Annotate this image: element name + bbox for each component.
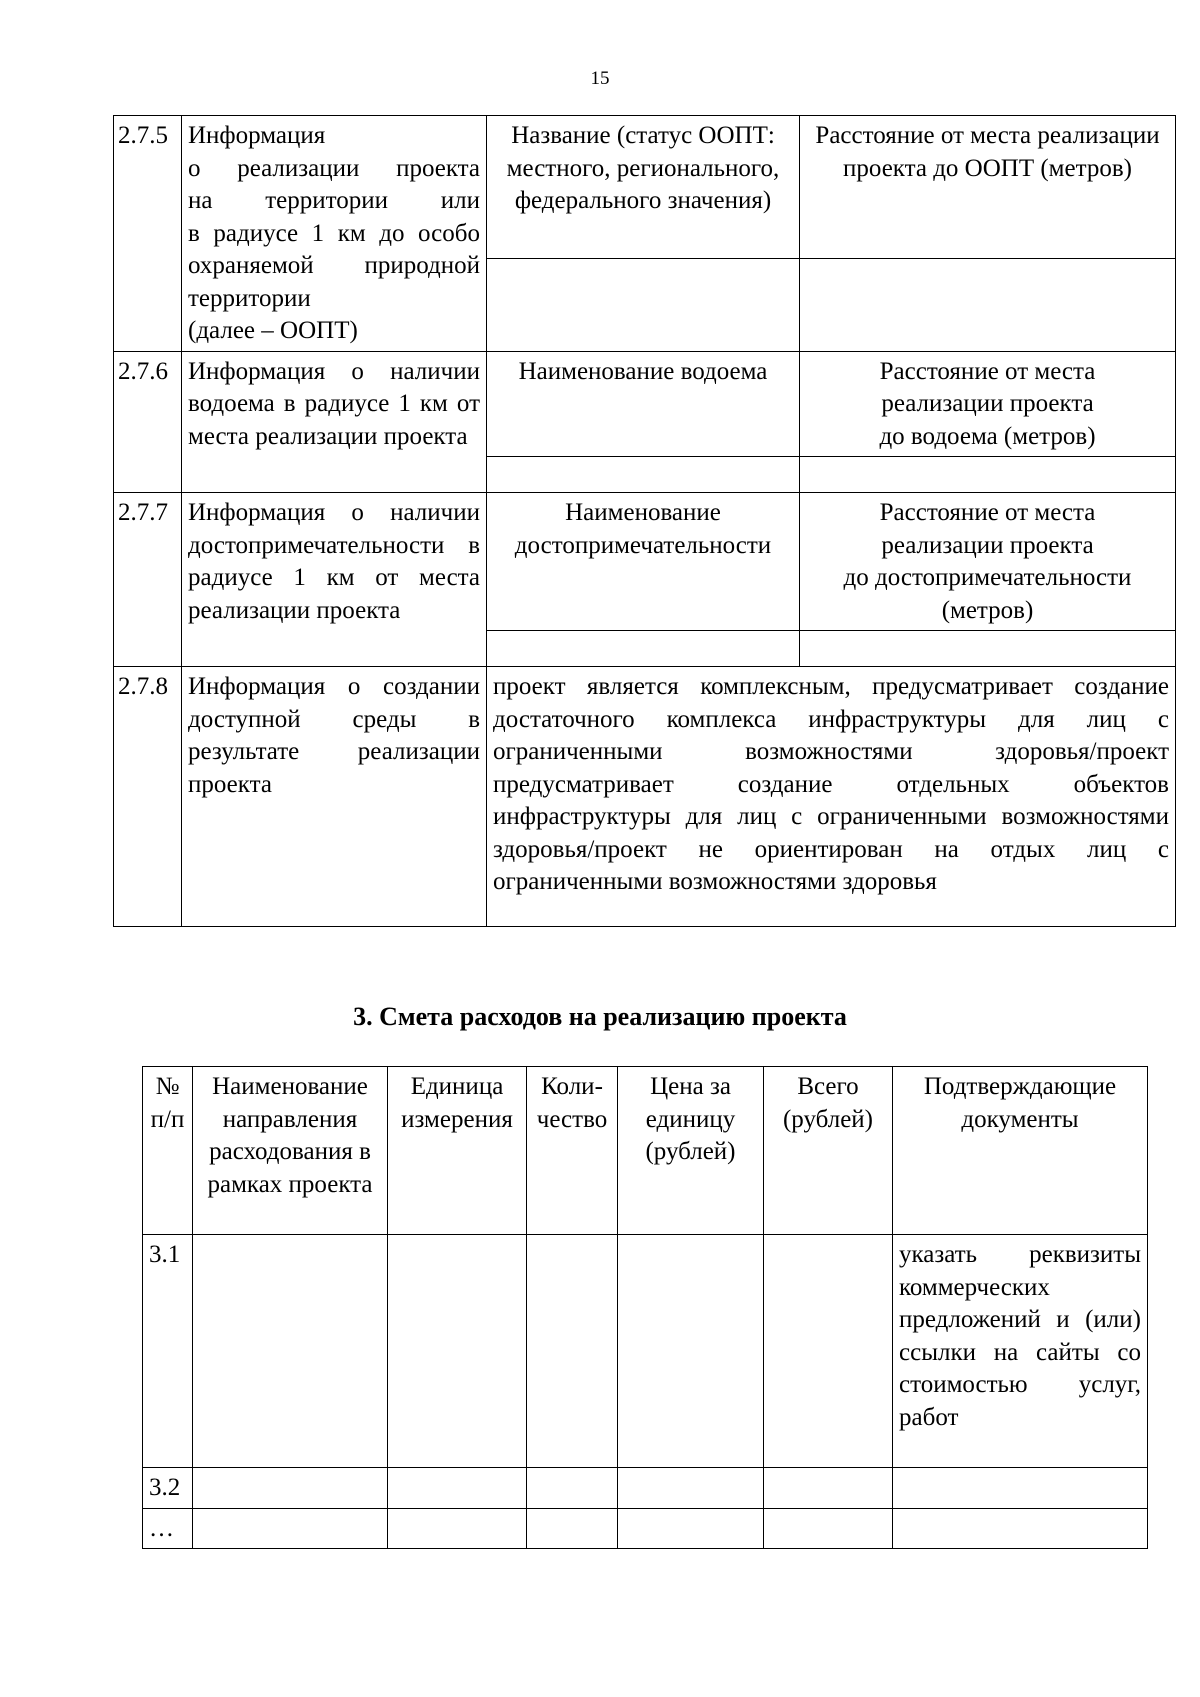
row-number: 3.2 [143,1468,193,1509]
cell-unit[interactable] [388,1235,527,1468]
column-header-total: Всего (рублей) [764,1067,893,1235]
value-cell-water-distance[interactable] [800,457,1176,493]
table-row-2-7-7 [114,493,1176,631]
cell-price[interactable] [618,1235,764,1468]
header-cell-water-distance [800,351,1176,457]
cell-unit[interactable] [388,1508,527,1549]
page-number: 15 [590,68,610,89]
cell-documents: указать реквизиты коммерческих предложений и (или) ссылки на сайты со стоимостью услуг, работ [893,1235,1148,1468]
label-line: реализации проекта [881,531,1094,559]
table-row [143,1235,1148,1468]
cell-documents[interactable] [893,1508,1148,1549]
column-header-name: Наименование направления расходования в рамках проекта [193,1067,388,1235]
row-number: 2.7.6 [114,351,182,493]
cell-total[interactable] [764,1508,893,1549]
label-line: охраняемой природной [188,252,480,279]
row-label [182,116,487,352]
cell-price[interactable] [618,1508,764,1549]
value-cell-sight-distance[interactable] [800,631,1176,667]
label-line: территории [188,284,311,312]
budget-table [142,1066,1148,1549]
value-cell-sight-name[interactable] [487,631,800,667]
cell-price[interactable] [618,1468,764,1509]
cell-name[interactable] [193,1468,388,1509]
header-cell-sight-name [487,493,800,631]
table-header-row [143,1067,1148,1235]
info-table [113,115,1176,927]
column-header-number: № п/п [143,1067,193,1235]
row-label: Информация о наличии водоема в радиусе 1 км от места реализации проекта [182,351,487,493]
row-number: 2.7.7 [114,493,182,667]
cell-unit[interactable] [388,1468,527,1509]
header-cell-sight-distance [800,493,1176,631]
value-cell-oopt-distance[interactable] [800,258,1176,351]
label-line: (метров) [941,596,1034,624]
column-header-documents: Подтверждающие документы [893,1067,1148,1235]
table-row-2-7-5 [114,116,1176,259]
label-line: о реализации проекта [188,154,480,182]
row-label: Информация о наличии достопримечательности в радиусе 1 км от места реализации проекта [182,493,487,667]
label-line: до водоема (метров) [879,422,1096,450]
label-line: до достопримечательности [843,564,1132,591]
row-number: 3.1 [143,1235,193,1468]
cell-name[interactable] [193,1235,388,1468]
row-number: … [143,1508,193,1549]
cell-total[interactable] [764,1235,893,1468]
cell-quantity[interactable] [527,1508,618,1549]
header-cell-water-name: Наименование водоема [487,351,800,457]
table-row [143,1508,1148,1549]
header-cell-oopt-name: Название (статус ООПТ: местного, регионального, федерального значения) [487,116,800,259]
accessibility-text: проект является комплексным, предусматривает создание достаточного комплекса инфраструктуры для лиц с ограниченными возможностями здоровья/проект предусматривает создание отдельных объектов инфраструктуры для лиц с ограниченными возможностями здоровья/проект не ориентирован на отдых лиц с ограниченными возможностями здоровья [487,667,1176,927]
value-cell-oopt-name[interactable] [487,258,800,351]
row-label: Информация о создании доступной среды в результате реализации проекта [182,667,487,927]
column-header-price: Цена за единицу (рублей) [618,1067,764,1235]
table-row [143,1468,1148,1509]
value-cell-water-name[interactable] [487,457,800,493]
section-title: 3. Смета расходов на реализацию проекта [353,1002,847,1031]
cell-quantity[interactable] [527,1468,618,1509]
label-line: на территории или [188,187,480,214]
label-line: Наименование [565,499,721,526]
row-number: 2.7.5 [114,116,182,352]
column-header-quantity: Коли-чество [527,1067,618,1235]
table-row-2-7-8 [114,667,1176,927]
row-number: 2.7.8 [114,667,182,927]
label-line: достопримечательности [514,531,772,559]
column-header-unit: Единица измерения [388,1067,527,1235]
header-cell-oopt-distance: Расстояние от места реализации проекта до ООПТ (метров) [800,116,1176,259]
label-line: Информация [188,122,326,149]
cell-name[interactable] [193,1508,388,1549]
cell-total[interactable] [764,1468,893,1509]
label-line: Расстояние от места [879,357,1096,385]
cell-documents[interactable] [893,1468,1148,1509]
cell-quantity[interactable] [527,1235,618,1468]
label-line: реализации проекта [881,390,1094,417]
label-line: (далее – ООПТ) [188,317,358,344]
label-line: Расстояние от места [879,499,1096,526]
label-line: в радиусе 1 км до особо [188,219,480,247]
table-row-2-7-6 [114,351,1176,457]
